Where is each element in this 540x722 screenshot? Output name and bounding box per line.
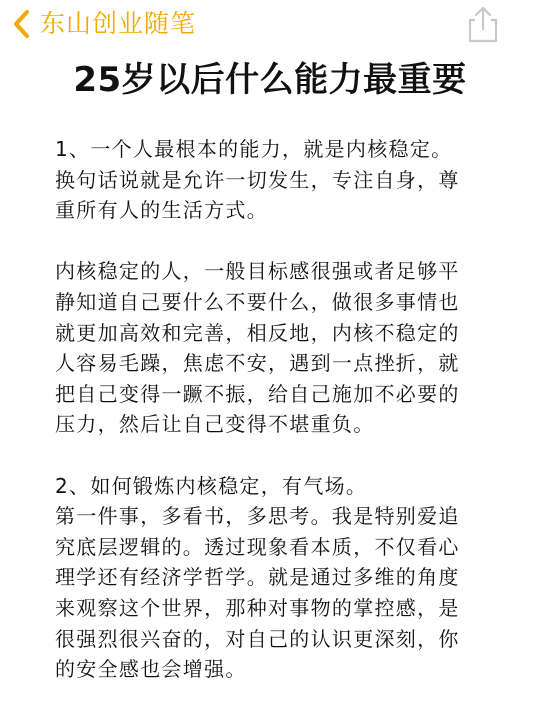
share-button[interactable] (466, 4, 500, 44)
article-title: 25岁以后什么能力最重要 (73, 60, 467, 100)
top-nav-bar (0, 0, 540, 50)
share-icon (466, 4, 500, 44)
article-paragraph-2: 内核稳定的人，一般目标感很强或者足够平 静知道自己要什么不要什么，做很多事情也 就更加高效和完善，相反地，内核不稳定的 人容易毛躁，焦虑不安，遇到一点挫折，就 把自己变得一蹶不振，给自己施加不必要的 压力，然后让自己变得不堪重负。 (55, 259, 460, 437)
back-button-label: 东山创业随笔 (40, 9, 197, 38)
paragraph-spacer (55, 226, 495, 257)
article-body (55, 134, 495, 685)
article-paragraph-1: 1、一个人最根本的能力，就是内核稳定。 换句话说就是允许一切发生，专注自身，尊 重所有人的生活方式。 (55, 137, 460, 223)
article-paragraph-3: 2、如何锻炼内核稳定，有气场。 第一件事，多看书，多思考。我是特别爱追 究底层逻辑的。透过现象看本质，不仅看心 理学还有经济学哲学。就是通过多维的角度 来观察这个世界，那种对事物的掌控感，是 很强烈很兴奋的，对自己的认识更深刻，你 的安全感也会增强。 (55, 473, 460, 682)
chevron-left-icon (12, 9, 32, 39)
paragraph-spacer (55, 440, 495, 471)
back-button[interactable] (12, 6, 196, 42)
